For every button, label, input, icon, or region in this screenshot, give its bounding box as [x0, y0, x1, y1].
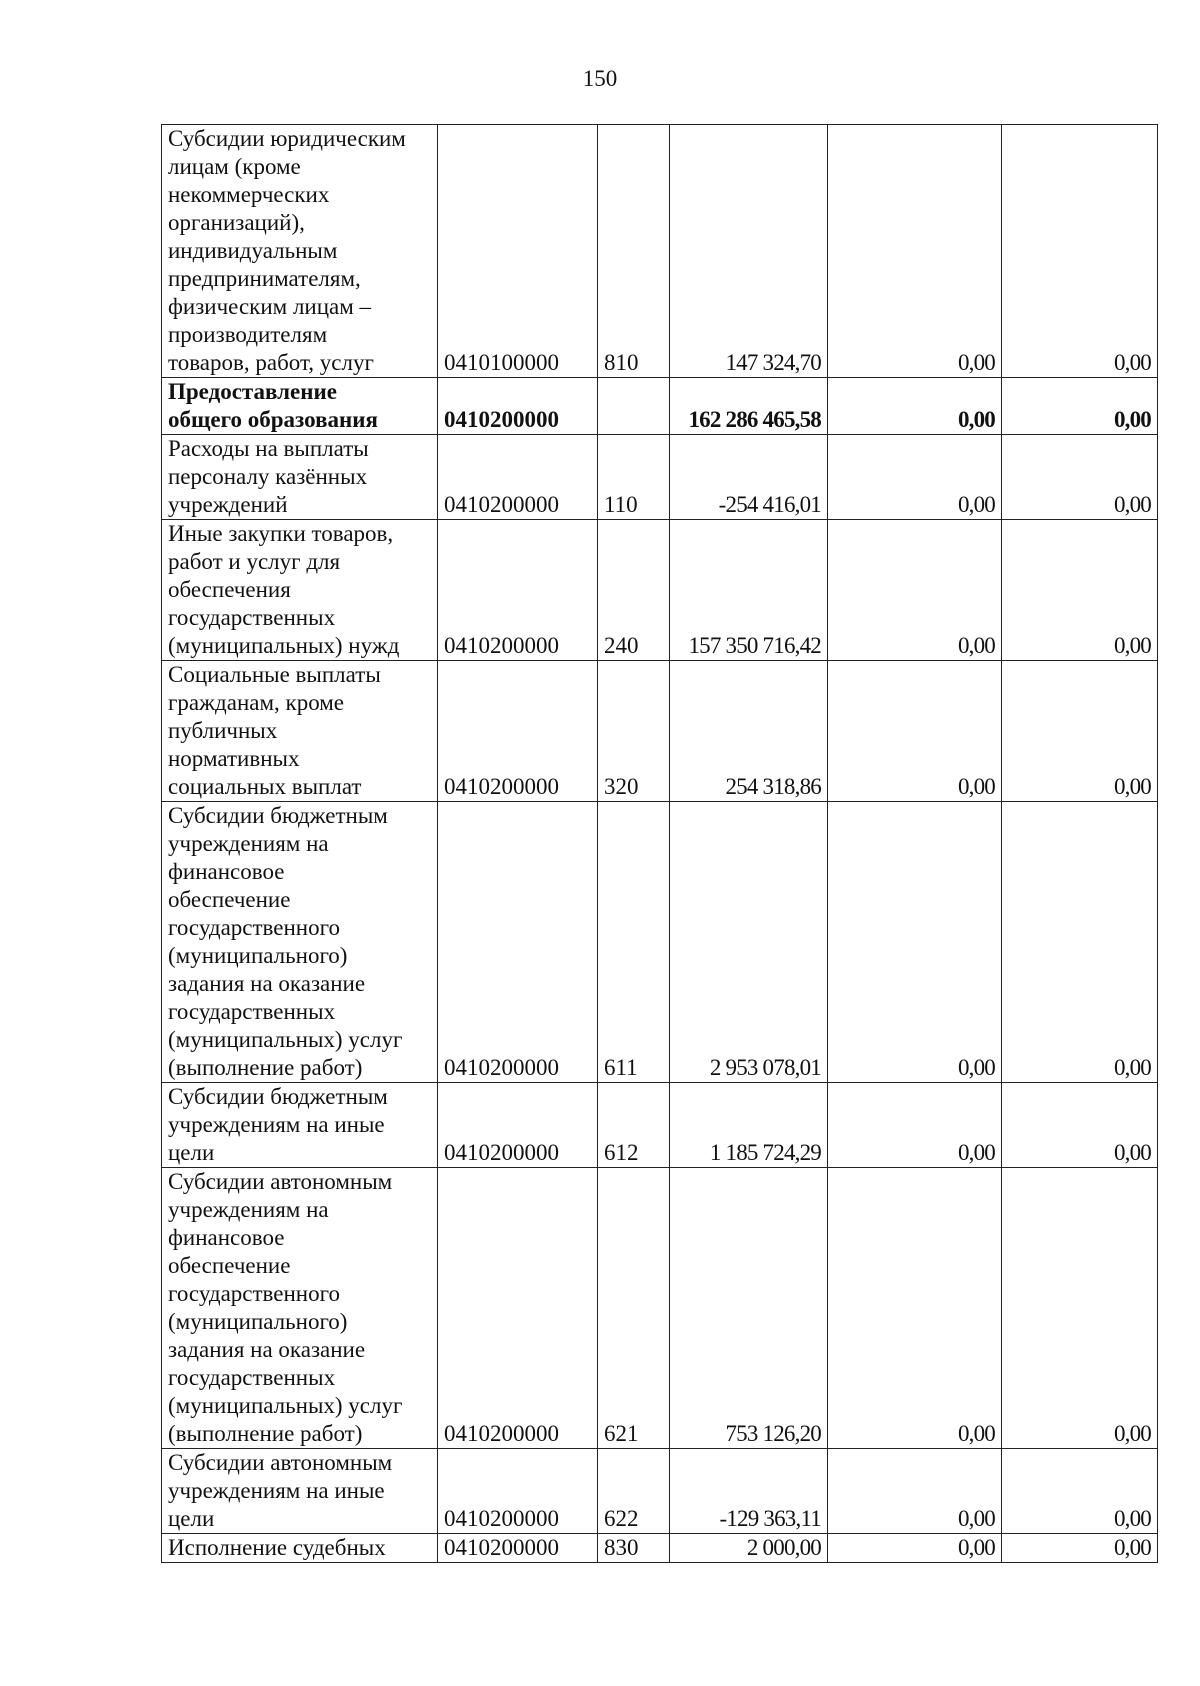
amount-cell-1: 2 953 078,01 — [670, 802, 828, 1083]
expense-name-cell: Субсидии юридическим лицам (кроме некоммерческих организаций), индивидуальным предпринимателям, физическим лицам – производителям товаров, работ, услуг — [162, 125, 438, 378]
page-number: 150 — [582, 66, 618, 91]
table-row — [162, 435, 1158, 520]
target-code-cell: 0410200000 — [438, 1168, 598, 1449]
amount-cell-1: 753 126,20 — [670, 1168, 828, 1449]
target-code-cell: 0410200000 — [438, 1083, 598, 1168]
amount-cell-2: 0,00 — [828, 1534, 1002, 1563]
expense-name-cell: Социальные выплаты гражданам, кроме публичных нормативных социальных выплат — [162, 661, 438, 802]
amount-cell-1: 147 324,70 — [670, 125, 828, 378]
amount-cell-3: 0,00 — [1002, 802, 1158, 1083]
amount-cell-1: 2 000,00 — [670, 1534, 828, 1563]
expense-name-cell: Субсидии автономным учреждениям на иные цели — [162, 1449, 438, 1534]
target-code-cell: 0410100000 — [438, 125, 598, 378]
expense-type-cell: 110 — [598, 435, 670, 520]
target-code-cell: 0410200000 — [438, 378, 598, 435]
amount-cell-2: 0,00 — [828, 802, 1002, 1083]
table-row — [162, 1083, 1158, 1168]
expense-type-cell: 621 — [598, 1168, 670, 1449]
amount-cell-1: -129 363,11 — [670, 1449, 828, 1534]
expense-name-cell: Предоставление общего образования — [162, 378, 438, 435]
amount-cell-1: -254 416,01 — [670, 435, 828, 520]
budget-table-body — [162, 125, 1158, 1563]
target-code-cell: 0410200000 — [438, 435, 598, 520]
amount-cell-2: 0,00 — [828, 520, 1002, 661]
table-row — [162, 1534, 1158, 1563]
expense-type-cell: 612 — [598, 1083, 670, 1168]
amount-cell-2: 0,00 — [828, 1449, 1002, 1534]
table-row — [162, 520, 1158, 661]
amount-cell-3: 0,00 — [1002, 435, 1158, 520]
amount-cell-3: 0,00 — [1002, 378, 1158, 435]
table-row — [162, 802, 1158, 1083]
table-row — [162, 1168, 1158, 1449]
amount-cell-3: 0,00 — [1002, 520, 1158, 661]
amount-cell-2: 0,00 — [828, 378, 1002, 435]
table-row — [162, 661, 1158, 802]
amount-cell-3: 0,00 — [1002, 1168, 1158, 1449]
expense-type-cell: 611 — [598, 802, 670, 1083]
target-code-cell: 0410200000 — [438, 802, 598, 1083]
expense-type-cell — [598, 378, 670, 435]
target-code-cell: 0410200000 — [438, 1534, 598, 1563]
expense-type-cell: 240 — [598, 520, 670, 661]
amount-cell-1: 1 185 724,29 — [670, 1083, 828, 1168]
target-code-cell: 0410200000 — [438, 661, 598, 802]
expense-type-cell: 320 — [598, 661, 670, 802]
expense-name-cell: Субсидии бюджетным учреждениям на финансовое обеспечение государственного (муниципального) задания на оказание государственных (муниципальных) услуг (выполнение работ) — [162, 802, 438, 1083]
expense-name-cell: Иные закупки товаров, работ и услуг для обеспечения государственных (муниципальных) нужд — [162, 520, 438, 661]
amount-cell-3: 0,00 — [1002, 125, 1158, 378]
expense-name-cell: Исполнение судебных — [162, 1534, 438, 1563]
amount-cell-3: 0,00 — [1002, 1534, 1158, 1563]
amount-cell-1: 162 286 465,58 — [670, 378, 828, 435]
table-row — [162, 1449, 1158, 1534]
amount-cell-1: 157 350 716,42 — [670, 520, 828, 661]
expense-name-cell: Расходы на выплаты персоналу казённых учреждений — [162, 435, 438, 520]
expense-type-cell: 810 — [598, 125, 670, 378]
expense-name-cell: Субсидии бюджетным учреждениям на иные цели — [162, 1083, 438, 1168]
amount-cell-2: 0,00 — [828, 1168, 1002, 1449]
amount-cell-3: 0,00 — [1002, 661, 1158, 802]
amount-cell-3: 0,00 — [1002, 1449, 1158, 1534]
expense-name-cell: Субсидии автономным учреждениям на финансовое обеспечение государственного (муниципального) задания на оказание государственных (муниципальных) услуг (выполнение работ) — [162, 1168, 438, 1449]
table-row — [162, 125, 1158, 378]
target-code-cell: 0410200000 — [438, 1449, 598, 1534]
expense-type-cell: 830 — [598, 1534, 670, 1563]
amount-cell-2: 0,00 — [828, 661, 1002, 802]
amount-cell-2: 0,00 — [828, 125, 1002, 378]
budget-table — [161, 124, 1158, 1563]
amount-cell-3: 0,00 — [1002, 1083, 1158, 1168]
amount-cell-1: 254 318,86 — [670, 661, 828, 802]
amount-cell-2: 0,00 — [828, 1083, 1002, 1168]
table-row — [162, 378, 1158, 435]
expense-type-cell: 622 — [598, 1449, 670, 1534]
target-code-cell: 0410200000 — [438, 520, 598, 661]
amount-cell-2: 0,00 — [828, 435, 1002, 520]
